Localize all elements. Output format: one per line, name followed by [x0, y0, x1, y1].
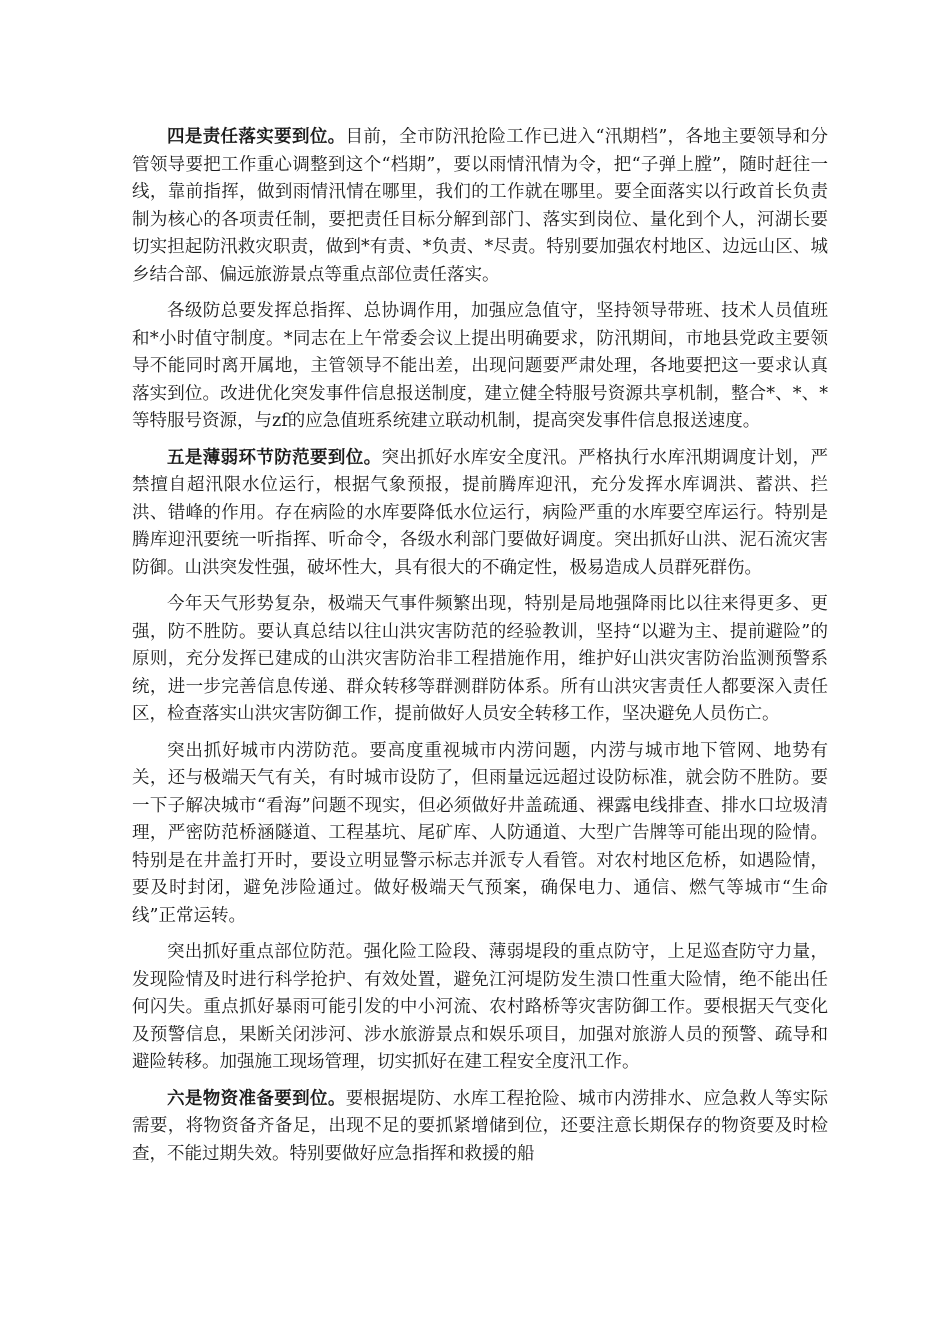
paragraph-materials	[132, 1086, 828, 1169]
paragraph-responsibility	[132, 124, 828, 289]
paragraph-text: 突出抓好重点部位防范。强化险工险段、薄弱堤段的重点防守，上足巡查防守力量，发现险情及时进行科学抢护、有效处置，避免江河堤防发生溃口性重大险情，绝不能出任何闪失。重点抓好暴雨可能引发的中小河流、农村路桥等灾害防御工作。要根据天气变化及预警信息，果断关闭涉河、涉水旅游景点和娱乐项目，加强对旅游人员的预警、疏导和避险转移。加强施工现场管理，切实抓好在建工程安全度汛工作。	[132, 942, 828, 1072]
paragraph-text: 突出抓好水库安全度汛。严格执行水库汛期调度计划，严禁擅自超汛限水位运行，根据气象预报，提前腾库迎汛，充分发挥水库调洪、蓄洪、拦洪、错峰的作用。存在病险的水库要降低水位运行，病险严重的水库要空库运行。特别是腾库迎汛要统一听指挥、听命令，各级水利部门要做好调度。突出抓好山洪、泥石流灾害防御。山洪突发性强，破坏性大，具有很大的不确定性，极易造成人员群死群伤。	[132, 447, 828, 578]
paragraph-weak-links	[132, 445, 828, 583]
paragraph-text: 突出抓好城市内涝防范。要高度重视城市内涝问题，内涝与城市地下管网、地势有关，还与极端天气有关，有时城市设防了，但雨量远远超过设防标准，就会防不胜防。要一下子解决城市“看海”问题不现实，但必须做好井盖疏通、裸露电线排查、排水口垃圾清理，严密防范桥涵隧道、工程基坑、尾矿库、人防通道、大型广告牌等可能出现的险情。特别是在井盖打开时，要设立明显警示标志并派专人看管。对农村地区危桥，如遇险情，要及时封闭，避免涉险通过。做好极端天气预案，确保电力、通信、燃气等城市“生命线”正常运转。	[132, 740, 828, 926]
paragraph-text: 今年天气形势复杂，极端天气事件频繁出现，特别是局地强降雨比以往来得更多、更强，防不胜防。要认真总结以往山洪灾害防范的经验教训，坚持“以避为主、提前避险”的原则，充分发挥已建成的山洪灾害防治非工程措施作用，维护好山洪灾害防治监测预警系统，进一步完善信息传递、群众转移等群测群防体系。所有山洪灾害责任人都要深入责任区，检查落实山洪灾害防御工作，提前做好人员安全转移工作，坚决避免人员伤亡。	[132, 594, 828, 724]
section-heading-6: 六是物资准备要到位。	[167, 1088, 346, 1109]
paragraph-command	[132, 298, 828, 436]
paragraph-text: 要根据堤防、水库工程抢险、城市内涝排水、应急救人等实际需要，将物资备齐备足，出现不足的要抓紧增储到位，还要注意长期保存的物资要及时检查，不能过期失效。特别要做好应急指挥和救援的船	[132, 1088, 828, 1164]
section-heading-5: 五是薄弱环节防范要到位。	[167, 447, 382, 468]
paragraph-mountain-floods	[132, 591, 828, 729]
paragraph-key-sites	[132, 939, 828, 1077]
paragraph-urban-waterlogging	[132, 738, 828, 931]
paragraph-text: 目前，全市防汛抢险工作已进入“汛期档”，各地主要领导和分管领导要把工作重心调整到这个“档期”，要以雨情汛情为令，把“子弹上膛”，随时赶往一线，靠前指挥，做到雨情汛情在哪里，我们的工作就在哪里。要全面落实以行政首长负责制为核心的各项责任制，要把责任目标分解到部门、落实到岗位、量化到个人，河湖长要切实担起防汛救灾职责，做到*有责、*负责、*尽责。特别要加强农村地区、边远山区、城乡结合部、偏远旅游景点等重点部位责任落实。	[132, 127, 828, 285]
section-heading-4: 四是责任落实要到位。	[167, 127, 346, 147]
document-body	[132, 124, 828, 1177]
paragraph-text: 各级防总要发挥总指挥、总协调作用，加强应急值守，坚持领导带班、技术人员值班和*小时值守制度。*同志在上午常委会议上提出明确要求，防汛期间，市地县党政主要领导不能同时离开属地，主管领导不能出差，出现问题要严肃处理，各地要把这一要求认真落实到位。改进优化突发事件信息报送制度，建立健全特服号资源共享机制，整合*、*、*等特服号资源，与zf的应急值班系统建立联动机制，提高突发事件信息报送速度。	[132, 301, 828, 431]
